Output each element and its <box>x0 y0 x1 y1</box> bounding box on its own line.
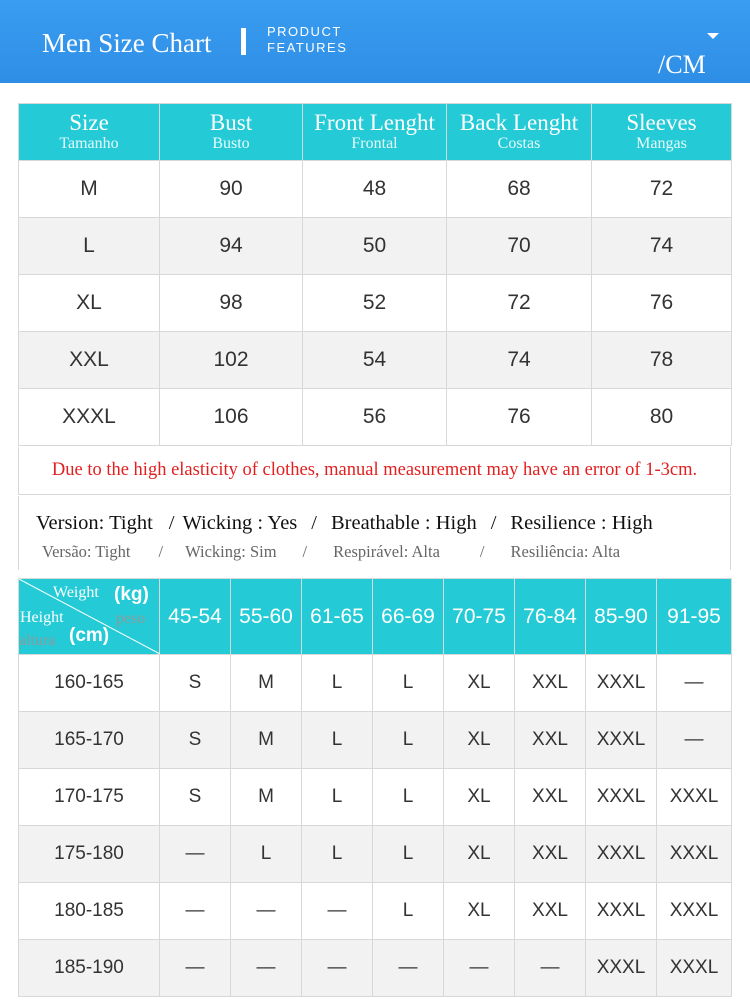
feature-separator: / <box>168 512 175 534</box>
table-row <box>19 769 732 826</box>
recommended-size-cell: — <box>444 940 515 997</box>
table-row <box>19 940 732 997</box>
weight-label: Weight <box>53 584 99 601</box>
feature-item: Resiliência: Alta <box>510 542 621 561</box>
table-row <box>19 332 732 389</box>
header-banner <box>0 0 750 83</box>
weight-height-corner <box>19 579 160 655</box>
recommended-size-cell: XXL <box>515 769 586 826</box>
measurement-cell: 76 <box>447 389 592 446</box>
table-row <box>19 218 732 275</box>
feature-separator: / <box>302 542 308 561</box>
height-label: Height <box>20 609 64 626</box>
recommended-size-cell: — <box>160 883 231 940</box>
table-row <box>19 389 732 446</box>
recommended-size-cell: XXXL <box>586 655 657 712</box>
column-header-label: Back Lenght <box>459 110 579 135</box>
column-header <box>303 104 447 161</box>
unit-label: /CM <box>658 50 706 79</box>
recommended-size-cell: L <box>231 826 302 883</box>
column-header <box>19 104 160 161</box>
recommended-size-cell: — <box>231 883 302 940</box>
height-range-cell: 180-185 <box>19 883 160 940</box>
column-header-translation: Mangas <box>636 135 687 152</box>
height-range-cell: 175-180 <box>19 826 160 883</box>
measurement-cell: 76 <box>592 275 732 332</box>
recommended-size-cell: L <box>373 769 444 826</box>
weight-range-header: 91-95 <box>657 579 732 655</box>
recommended-size-cell: — <box>302 940 373 997</box>
measurement-cell: 72 <box>447 275 592 332</box>
features-panel <box>18 496 731 570</box>
features-english <box>36 512 653 535</box>
weight-range-header: 45-54 <box>160 579 231 655</box>
size-cell: XXL <box>19 332 160 389</box>
column-header-label: Size <box>69 110 109 135</box>
measurement-cell: 52 <box>303 275 447 332</box>
recommended-size-cell: L <box>302 826 373 883</box>
recommended-size-cell: L <box>302 712 373 769</box>
recommended-size-cell: — <box>160 826 231 883</box>
feature-item: Wicking : Yes <box>182 512 298 534</box>
recommended-size-cell: XL <box>444 655 515 712</box>
recommended-size-cell: L <box>302 655 373 712</box>
weight-range-header: 70-75 <box>444 579 515 655</box>
feature-item: Resilience : High <box>510 512 653 534</box>
measurement-note: Due to the high elasticity of clothes, manual measurement may have an error of 1-3cm. <box>18 447 731 495</box>
recommended-size-cell: XXXL <box>657 769 732 826</box>
height-range-cell: 185-190 <box>19 940 160 997</box>
recommended-size-cell: L <box>373 712 444 769</box>
table-row <box>19 275 732 332</box>
recommended-size-cell: — <box>160 940 231 997</box>
measurement-cell: 72 <box>592 161 732 218</box>
recommended-size-cell: XL <box>444 883 515 940</box>
column-header-translation: Costas <box>497 135 541 152</box>
table-row <box>19 883 732 940</box>
table-header-row <box>19 104 732 161</box>
kg-label: (kg) <box>114 584 149 605</box>
measurement-cell: 106 <box>160 389 303 446</box>
feature-item: Respirável: Alta <box>333 542 440 561</box>
product-features-label <box>267 24 347 56</box>
size-cell: L <box>19 218 160 275</box>
recommended-size-cell: XL <box>444 826 515 883</box>
weight-header-row <box>19 579 732 655</box>
column-header <box>447 104 592 161</box>
column-header-translation: Busto <box>212 135 250 152</box>
title-divider <box>241 28 246 55</box>
table-row <box>19 161 732 218</box>
recommended-size-cell: XXXL <box>586 712 657 769</box>
recommended-size-cell: L <box>373 655 444 712</box>
weight-range-header: 85-90 <box>586 579 657 655</box>
caret-down-icon <box>707 33 719 39</box>
weight-range-header: 61-65 <box>302 579 373 655</box>
measurement-cell: 50 <box>303 218 447 275</box>
recommended-size-cell: L <box>373 826 444 883</box>
size-cell: XL <box>19 275 160 332</box>
recommended-size-cell: — <box>373 940 444 997</box>
page-title: Men Size Chart <box>42 28 212 58</box>
size-cell: XXXL <box>19 389 160 446</box>
feature-item: Version: Tight <box>36 512 153 534</box>
recommended-size-cell: XXXL <box>586 883 657 940</box>
measurement-cell: 68 <box>447 161 592 218</box>
recommended-size-cell: XXXL <box>586 826 657 883</box>
recommended-size-cell: — <box>302 883 373 940</box>
column-header-translation: Tamanho <box>59 135 119 152</box>
recommended-size-cell: — <box>657 712 732 769</box>
column-header <box>160 104 303 161</box>
recommended-size-cell: XXXL <box>657 826 732 883</box>
column-header-translation: Frontal <box>351 135 398 152</box>
recommended-size-cell: XXXL <box>657 940 732 997</box>
recommended-size-cell: S <box>160 655 231 712</box>
feature-separator: / <box>311 512 317 534</box>
recommended-size-cell: XXL <box>515 826 586 883</box>
recommended-size-cell: — <box>231 940 302 997</box>
height-range-cell: 160-165 <box>19 655 160 712</box>
recommended-size-cell: XL <box>444 712 515 769</box>
recommended-size-cell: M <box>231 655 302 712</box>
table-row <box>19 826 732 883</box>
measurement-cell: 74 <box>447 332 592 389</box>
measurement-cell: 94 <box>160 218 303 275</box>
features-portuguese <box>42 542 620 562</box>
measurement-cell: 56 <box>303 389 447 446</box>
weight-range-header: 66-69 <box>373 579 444 655</box>
measurement-cell: 98 <box>160 275 303 332</box>
measurement-cell: 102 <box>160 332 303 389</box>
recommended-size-cell: XXXL <box>586 940 657 997</box>
weight-range-header: 55-60 <box>231 579 302 655</box>
feature-item: Versão: Tight <box>42 542 131 561</box>
altura-label: altura <box>19 632 56 649</box>
size-cell: M <box>19 161 160 218</box>
weight-range-header: 76-84 <box>515 579 586 655</box>
recommended-size-cell: XXL <box>515 883 586 940</box>
cm-label: (cm) <box>69 625 110 646</box>
table-row <box>19 712 732 769</box>
recommended-size-cell: XL <box>444 769 515 826</box>
recommended-size-cell: XXXL <box>586 769 657 826</box>
recommended-size-cell: L <box>373 883 444 940</box>
measurement-cell: 48 <box>303 161 447 218</box>
recommended-size-cell: XXXL <box>657 883 732 940</box>
height-range-cell: 170-175 <box>19 769 160 826</box>
measurement-table <box>18 103 732 446</box>
feature-item: Breathable : High <box>330 512 477 534</box>
measurement-cell: 54 <box>303 332 447 389</box>
feature-separator: / <box>479 542 485 561</box>
column-header-label: Front Lenght <box>314 110 435 135</box>
peso-label: peso <box>116 610 146 627</box>
product-features-line2: FEATURES <box>267 40 348 55</box>
measurement-cell: 80 <box>592 389 732 446</box>
table-row <box>19 655 732 712</box>
column-header <box>592 104 732 161</box>
recommended-size-cell: — <box>515 940 586 997</box>
height-range-cell: 165-170 <box>19 712 160 769</box>
column-header-label: Sleeves <box>626 110 697 135</box>
feature-separator: / <box>490 512 497 534</box>
recommended-size-cell: S <box>160 712 231 769</box>
recommended-size-cell: L <box>302 769 373 826</box>
column-header-label: Bust <box>209 110 253 135</box>
measurement-cell: 70 <box>447 218 592 275</box>
recommended-size-cell: S <box>160 769 231 826</box>
recommended-size-cell: M <box>231 769 302 826</box>
recommended-size-cell: XXL <box>515 655 586 712</box>
measurement-cell: 90 <box>160 161 303 218</box>
feature-separator: / <box>158 542 164 561</box>
recommended-size-cell: M <box>231 712 302 769</box>
feature-item: Wicking: Sim <box>185 542 277 561</box>
product-features-line1: PRODUCT <box>267 24 342 39</box>
measurement-cell: 74 <box>592 218 732 275</box>
measurement-cell: 78 <box>592 332 732 389</box>
recommended-size-cell: XXL <box>515 712 586 769</box>
size-recommendation-table <box>18 578 732 997</box>
recommended-size-cell: — <box>657 655 732 712</box>
